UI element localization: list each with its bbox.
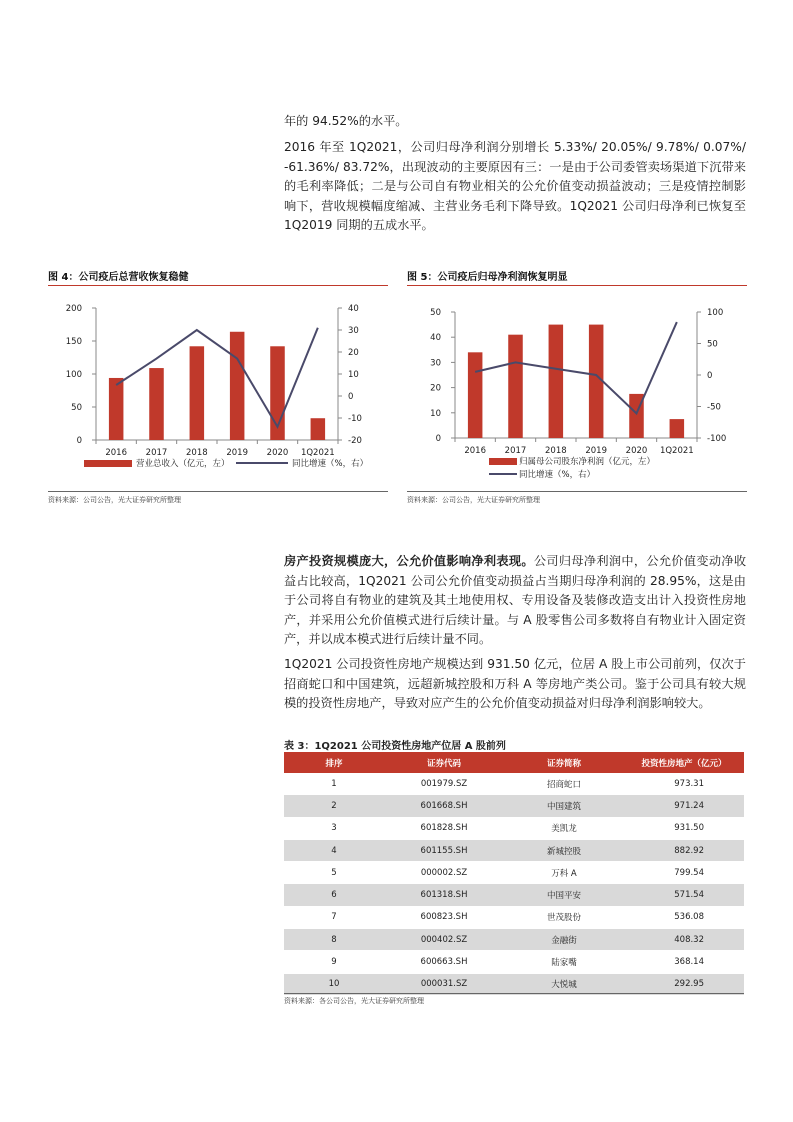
x-tick-label: 2019 [585, 446, 607, 456]
cell-value: 799.54 [624, 862, 744, 884]
cell-value: 882.92 [624, 839, 744, 861]
fig4-top-rule [48, 285, 388, 286]
fig4-title: 图 4：公司疫后总营收恢复稳健 [48, 272, 189, 283]
cell-value: 931.50 [624, 817, 744, 839]
x-tick-label: 2019 [226, 448, 248, 458]
legend-bar-label: 归属母公司股东净利润（亿元，左） [519, 457, 656, 467]
bar-2016 [109, 378, 124, 440]
legend-bar-label: 营业总收入（亿元，左） [136, 459, 230, 469]
bar-1Q2021 [670, 419, 685, 438]
cell-name: 世茂股份 [504, 906, 624, 928]
bar-1Q2021 [311, 418, 326, 440]
cell-value: 408.32 [624, 929, 744, 951]
table-row [284, 795, 744, 817]
cell-value: 571.54 [624, 884, 744, 906]
x-tick-label: 1Q2021 [300, 448, 335, 458]
cell-code: 001979.SZ [384, 773, 504, 795]
y-tick-label-left: 30 [430, 358, 441, 369]
fig4-bottom-rule [48, 491, 388, 492]
cell-name: 中国平安 [504, 884, 624, 906]
y-tick-label-right: 10 [348, 370, 359, 380]
fig4-chart [48, 288, 388, 490]
legend-line-label: 同比增速（%，右） [519, 470, 596, 480]
legend-line-label: 同比增速（%，右） [292, 459, 369, 469]
cell-code: 600663.SH [384, 951, 504, 973]
cell-code: 601318.SH [384, 884, 504, 906]
cell-rank: 10 [284, 973, 384, 995]
y-tick-label-left: 50 [430, 308, 441, 318]
fig5-top-rule [407, 285, 747, 286]
y-tick-label-left: 40 [430, 333, 441, 344]
cell-rank: 4 [284, 839, 384, 861]
cell-code: 000031.SZ [384, 973, 504, 995]
cell-rank: 8 [284, 929, 384, 951]
y-tick-label-right: -50 [707, 402, 721, 413]
table-header-row [284, 752, 744, 773]
y-tick-label-left: 20 [430, 383, 441, 394]
y-tick-label-left: 150 [65, 337, 82, 347]
cell-name: 万科 A [504, 862, 624, 884]
growth-line [116, 328, 318, 427]
y-tick-label-left: 100 [65, 370, 82, 380]
paragraph-3-lead: 房产投资规模庞大，公允价值影响净利表现。 [284, 554, 534, 568]
x-tick-label: 2018 [545, 446, 567, 456]
paragraph-3 [284, 552, 746, 650]
x-tick-label: 2020 [625, 446, 648, 456]
cell-code: 600823.SH [384, 906, 504, 928]
x-tick-label: 2020 [266, 448, 289, 458]
header-value: 投资性房地产（亿元） [624, 752, 744, 773]
bar-2017 [508, 335, 523, 438]
y-tick-label-right: 100 [707, 308, 724, 318]
cell-name: 中国建筑 [504, 795, 624, 817]
cell-code: 601828.SH [384, 817, 504, 839]
x-tick-label: 1Q2021 [659, 446, 694, 456]
table-title: 表 3：1Q2021 公司投资性房地产位居 A 股前列 [284, 741, 506, 752]
y-tick-label-right: -10 [348, 414, 362, 424]
table-row [284, 862, 744, 884]
y-tick-label-right: -100 [707, 434, 727, 444]
cell-code: 601668.SH [384, 795, 504, 817]
paragraph-3-body: 公司归母净利润中，公允价值变动净收益占比较高，1Q2021 公司公允价值变动损益占当期归母净利润的 28.95%，这是由于公司将自有物业的建筑及其土地使用权、专用设备及装修改造支出计入投资性房地产，并采用公允价值模式进行后续计量。与 A 股零售公司多数将自有物业计入固定资产，并以成本模式进行后续计量不同。 [284, 554, 747, 646]
y-tick-label-right: -20 [348, 436, 362, 446]
cell-value: 368.14 [624, 951, 744, 973]
table-row [284, 951, 744, 973]
bar-2019 [230, 332, 245, 440]
cell-value: 971.24 [624, 795, 744, 817]
y-tick-label-right: 20 [348, 348, 359, 358]
y-tick-label-left: 10 [430, 408, 441, 419]
x-tick-label: 2016 [105, 448, 127, 458]
cell-rank: 3 [284, 817, 384, 839]
x-tick-label: 2016 [464, 446, 486, 456]
y-tick-label-left: 0 [435, 434, 441, 444]
legend-bar-swatch [84, 460, 132, 467]
y-tick-label-left: 50 [71, 403, 82, 413]
bar-2017 [149, 368, 164, 440]
bar-2019 [589, 325, 604, 438]
cell-value: 973.31 [624, 773, 744, 795]
table-source: 资料来源：各公司公告，光大证券研究所整理 [284, 997, 424, 1005]
cell-name: 招商蛇口 [504, 773, 624, 795]
cell-name: 新城控股 [504, 839, 624, 861]
fig5-source: 资料来源：公司公告，光大证券研究所整理 [407, 496, 540, 504]
header-code: 证券代码 [384, 752, 504, 773]
fig5-chart [407, 288, 747, 490]
cell-rank: 9 [284, 951, 384, 973]
paragraph-2: 2016 年至 1Q2021，公司归母净利润分别增长 5.33%/ 20.05%/ 9.78%/ 0.07%/ -61.36%/ 83.72%，出现波动的主要原因有三：一是由于公司委管卖场渠道下沉带来的毛利率降低；二是与公司自有物业相关的公允价值变动损益波动；三是疫情控制影响下，营收规模幅度缩减、主营业务毛利下降导致。1Q2021 公司归母净利已恢复至 1Q2019 同期的五成水平。 [284, 140, 746, 232]
fig5-title: 图 5：公司疫后归母净利润恢复明显 [407, 272, 568, 283]
cell-name: 美凯龙 [504, 817, 624, 839]
y-tick-label-left: 200 [65, 304, 82, 314]
header-rank: 排序 [284, 752, 384, 773]
cell-value: 292.95 [624, 973, 744, 995]
ranking-table [284, 752, 744, 996]
table-bottom-rule [284, 993, 744, 994]
cell-rank: 5 [284, 862, 384, 884]
legend-bar-swatch [489, 458, 517, 465]
bar-2018 [190, 346, 205, 440]
fig4-source: 资料来源：公司公告，光大证券研究所整理 [48, 496, 181, 504]
header-name: 证券简称 [504, 752, 624, 773]
cell-rank: 2 [284, 795, 384, 817]
table-row [284, 817, 744, 839]
table-row [284, 839, 744, 861]
cell-value: 536.08 [624, 906, 744, 928]
table-row [284, 884, 744, 906]
bar-2018 [549, 325, 564, 438]
table-row [284, 773, 744, 795]
cell-code: 000002.SZ [384, 862, 504, 884]
cell-name: 大悦城 [504, 973, 624, 995]
cell-code: 601155.SH [384, 839, 504, 861]
cell-rank: 6 [284, 884, 384, 906]
y-tick-label-left: 0 [76, 436, 82, 446]
cell-rank: 1 [284, 773, 384, 795]
bar-2016 [468, 352, 483, 438]
paragraph-1: 年的 94.52%的水平。 [284, 114, 408, 128]
table-row [284, 929, 744, 951]
y-tick-label-right: 0 [348, 392, 354, 402]
x-tick-label: 2017 [504, 446, 527, 456]
cell-rank: 7 [284, 906, 384, 928]
cell-name: 金融街 [504, 929, 624, 951]
cell-name: 陆家嘴 [504, 951, 624, 973]
y-tick-label-right: 0 [707, 371, 713, 381]
y-tick-label-right: 40 [348, 304, 359, 314]
y-tick-label-right: 50 [707, 339, 718, 350]
growth-line [475, 322, 677, 413]
paragraph-4: 1Q2021 公司投资性房地产规模达到 931.50 亿元，位居 A 股上市公司前列，仅次于招商蛇口和中国建筑，远超新城控股和万科 A 等房地产类公司。鉴于公司具有较大规模的投资性房地产，导致对应产生的公允价值变动损益对归母净利润影响较大。 [284, 657, 746, 710]
fig5-bottom-rule [407, 491, 747, 492]
y-tick-label-right: 30 [348, 326, 359, 336]
cell-code: 000402.SZ [384, 929, 504, 951]
x-tick-label: 2018 [186, 448, 208, 458]
x-tick-label: 2017 [145, 448, 168, 458]
table-row [284, 906, 744, 928]
